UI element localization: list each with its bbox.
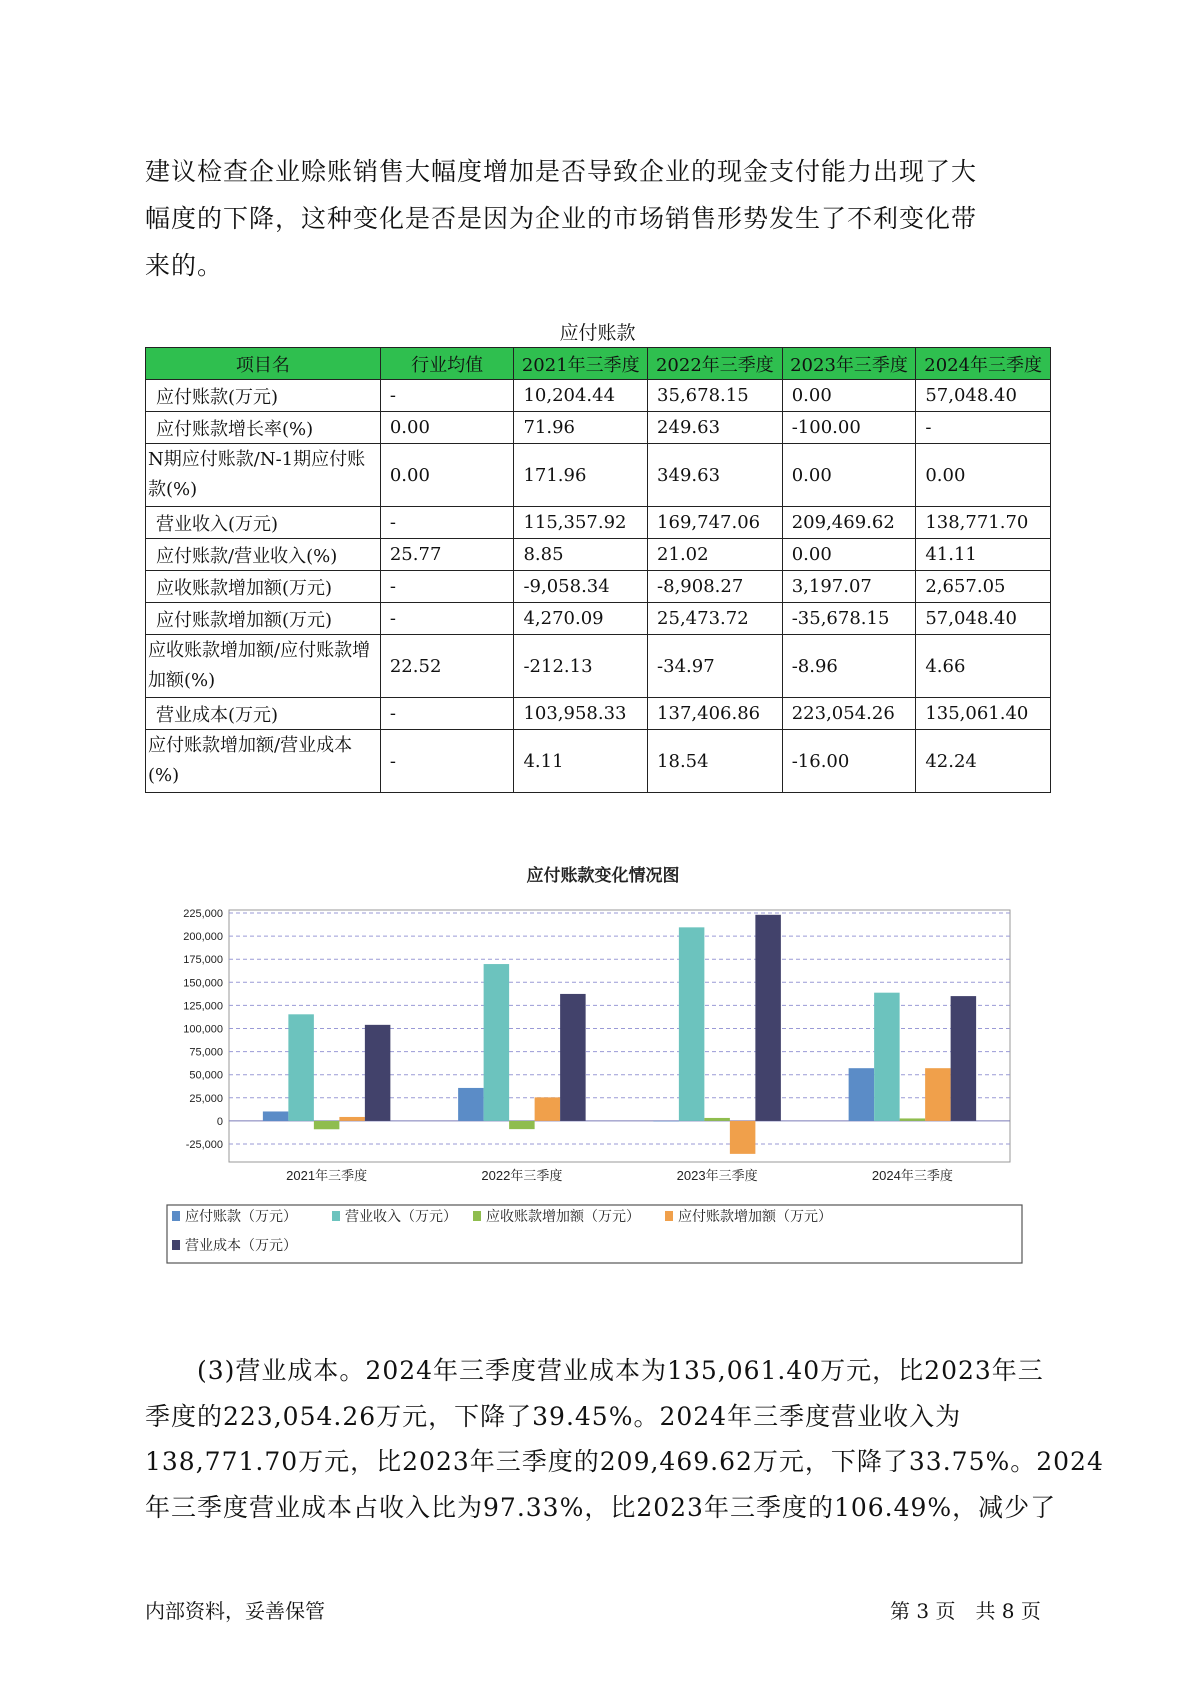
value-cell: 21.02: [648, 539, 783, 571]
row-label: 应收账款增加额(万元): [146, 571, 381, 603]
y-tick-label: 0: [216, 1115, 223, 1128]
value-cell: 41.11: [916, 539, 1051, 571]
bar: [951, 996, 977, 1121]
row-label: 应收账款增加额/应付账款增加额(%): [146, 635, 381, 698]
bar: [849, 1068, 875, 1121]
table-row: [146, 444, 1051, 507]
bar: [484, 964, 510, 1121]
value-cell: 169,747.06: [648, 507, 783, 539]
bar: [535, 1097, 561, 1121]
value-cell: 171.96: [514, 444, 648, 507]
legend-label: 应付账款增加额（万元）: [678, 1208, 832, 1224]
industry-average-cell: -: [380, 730, 514, 793]
value-cell: -212.13: [514, 635, 648, 698]
industry-average-cell: -: [380, 698, 514, 730]
intro-paragraph: [145, 148, 1065, 289]
value-cell: 223,054.26: [782, 698, 916, 730]
bar: [560, 994, 586, 1121]
table-title: 应付账款: [559, 322, 636, 344]
value-cell: 103,958.33: [514, 698, 648, 730]
footer-confidential-note: 内部资料，妥善保管: [145, 1599, 325, 1623]
y-tick-label: 200,000: [183, 931, 223, 944]
row-label: 营业成本(万元): [146, 698, 381, 730]
value-cell: 209,469.62: [782, 507, 916, 539]
value-cell: 0.00: [916, 444, 1051, 507]
bar: [730, 1121, 756, 1154]
text-line: 138,771.70万元，比2023年三季度的209,469.62万元，下降了33.75%。2024: [145, 1447, 1104, 1476]
y-tick-label: 75,000: [189, 1046, 223, 1059]
legend-swatch: [473, 1211, 481, 1221]
value-cell: 42.24: [916, 730, 1051, 793]
bar: [755, 915, 781, 1121]
payables-change-chart: [160, 855, 1040, 1315]
legend-label: 应付账款（万元）: [185, 1208, 297, 1224]
value-cell: 3,197.07: [782, 571, 916, 603]
industry-average-cell: 25.77: [380, 539, 514, 571]
table-row: [146, 603, 1051, 635]
row-label: 应付账款增加额/营业成本(%): [146, 730, 381, 793]
value-cell: 4,270.09: [514, 603, 648, 635]
table-row: [146, 635, 1051, 698]
y-tick-label: -25,000: [185, 1139, 223, 1151]
value-cell: 2,657.05: [916, 571, 1051, 603]
analysis-paragraph: [145, 1348, 1104, 1530]
row-label: 应付账款/营业收入(%): [146, 539, 381, 571]
y-tick-label: 25,000: [189, 1092, 223, 1105]
value-cell: -9,058.34: [514, 571, 648, 603]
industry-average-cell: -: [380, 380, 514, 412]
bar: [314, 1121, 340, 1129]
y-tick-label: 50,000: [189, 1069, 223, 1082]
y-tick-label: 150,000: [183, 977, 223, 990]
value-cell: 0.00: [782, 539, 916, 571]
column-header: 项目名: [146, 348, 381, 380]
text-line: 年三季度营业成本占收入比为97.33%，比2023年三季度的106.49%，减少了: [145, 1492, 1057, 1522]
legend-swatch: [172, 1211, 180, 1221]
bar: [339, 1117, 365, 1121]
value-cell: 115,357.92: [514, 507, 648, 539]
value-cell: 18.54: [648, 730, 783, 793]
x-tick-label: 2023年三季度: [676, 1168, 758, 1183]
column-header: 2023年三季度: [782, 348, 916, 380]
bar: [900, 1118, 926, 1120]
bar: [365, 1025, 391, 1121]
table-row: [146, 539, 1051, 571]
value-cell: -: [916, 412, 1051, 444]
value-cell: 138,771.70: [916, 507, 1051, 539]
value-cell: 349.63: [648, 444, 783, 507]
table-row: [146, 507, 1051, 539]
value-cell: 249.63: [648, 412, 783, 444]
row-label: N期应付账款/N-1期应付账款(%): [146, 444, 381, 507]
legend-label: 营业收入（万元）: [345, 1208, 457, 1224]
table-row: [146, 698, 1051, 730]
y-tick-label: 125,000: [183, 1000, 223, 1013]
footer-page-number: 第 3 页 共 8 页: [890, 1599, 1041, 1623]
value-cell: 8.85: [514, 539, 648, 571]
x-tick-label: 2021年三季度: [286, 1168, 368, 1183]
column-header: 2024年三季度: [916, 348, 1051, 380]
industry-average-cell: 0.00: [380, 444, 514, 507]
table-row: [146, 380, 1051, 412]
value-cell: -34.97: [648, 635, 783, 698]
value-cell: 25,473.72: [648, 603, 783, 635]
value-cell: -35,678.15: [782, 603, 916, 635]
bar: [704, 1118, 730, 1121]
bar: [458, 1088, 484, 1121]
row-label: 应付账款(万元): [146, 380, 381, 412]
x-tick-label: 2024年三季度: [871, 1168, 953, 1183]
value-cell: 4.66: [916, 635, 1051, 698]
industry-average-cell: 0.00: [380, 412, 514, 444]
y-tick-label: 225,000: [183, 908, 223, 920]
value-cell: 57,048.40: [916, 380, 1051, 412]
table-row: [146, 571, 1051, 603]
row-label: 应付账款增加额(万元): [146, 603, 381, 635]
row-label: 应付账款增长率(%): [146, 412, 381, 444]
industry-average-cell: -: [380, 507, 514, 539]
text-line: 幅度的下降，这种变化是否是因为企业的市场销售形势发生了不利变化带: [145, 204, 978, 233]
bar: [679, 927, 705, 1121]
table-row: [146, 412, 1051, 444]
y-tick-label: 100,000: [183, 1023, 223, 1036]
column-header: 2022年三季度: [648, 348, 783, 380]
table-row: [146, 730, 1051, 793]
chart-title: 应付账款变化情况图: [526, 866, 680, 885]
bar: [874, 993, 900, 1121]
text-line: 来的。: [145, 251, 224, 280]
value-cell: 0.00: [782, 380, 916, 412]
value-cell: 10,204.44: [514, 380, 648, 412]
value-cell: 57,048.40: [916, 603, 1051, 635]
bar: [653, 1121, 679, 1122]
industry-average-cell: -: [380, 571, 514, 603]
value-cell: -8.96: [782, 635, 916, 698]
row-label: 营业收入(万元): [146, 507, 381, 539]
value-cell: -16.00: [782, 730, 916, 793]
text-line: (3)营业成本。2024年三季度营业成本为135,061.40万元，比2023年三: [145, 1356, 1044, 1385]
value-cell: 135,061.40: [916, 698, 1051, 730]
column-header: 行业均值: [380, 348, 514, 380]
value-cell: 71.96: [514, 412, 648, 444]
value-cell: -8,908.27: [648, 571, 783, 603]
payables-table: [145, 347, 1051, 793]
bar: [263, 1111, 289, 1120]
industry-average-cell: 22.52: [380, 635, 514, 698]
bar: [509, 1121, 535, 1129]
value-cell: -100.00: [782, 412, 916, 444]
value-cell: 0.00: [782, 444, 916, 507]
industry-average-cell: -: [380, 603, 514, 635]
bar: [925, 1068, 951, 1121]
x-tick-label: 2022年三季度: [481, 1168, 563, 1183]
legend-swatch: [172, 1240, 180, 1250]
value-cell: 137,406.86: [648, 698, 783, 730]
y-tick-label: 175,000: [183, 954, 223, 967]
text-line: 季度的223,054.26万元，下降了39.45%。2024年三季度营业收入为: [145, 1401, 962, 1431]
legend-label: 营业成本（万元）: [185, 1237, 297, 1253]
value-cell: 35,678.15: [648, 380, 783, 412]
legend-label: 应收账款增加额（万元）: [486, 1208, 640, 1224]
bar: [288, 1014, 314, 1121]
table-header-row: [146, 348, 1051, 380]
legend-swatch: [332, 1211, 340, 1221]
value-cell: 4.11: [514, 730, 648, 793]
column-header: 2021年三季度: [514, 348, 648, 380]
legend-swatch: [665, 1211, 673, 1221]
text-line: 建议检查企业赊账销售大幅度增加是否导致企业的现金支付能力出现了大: [145, 157, 978, 186]
